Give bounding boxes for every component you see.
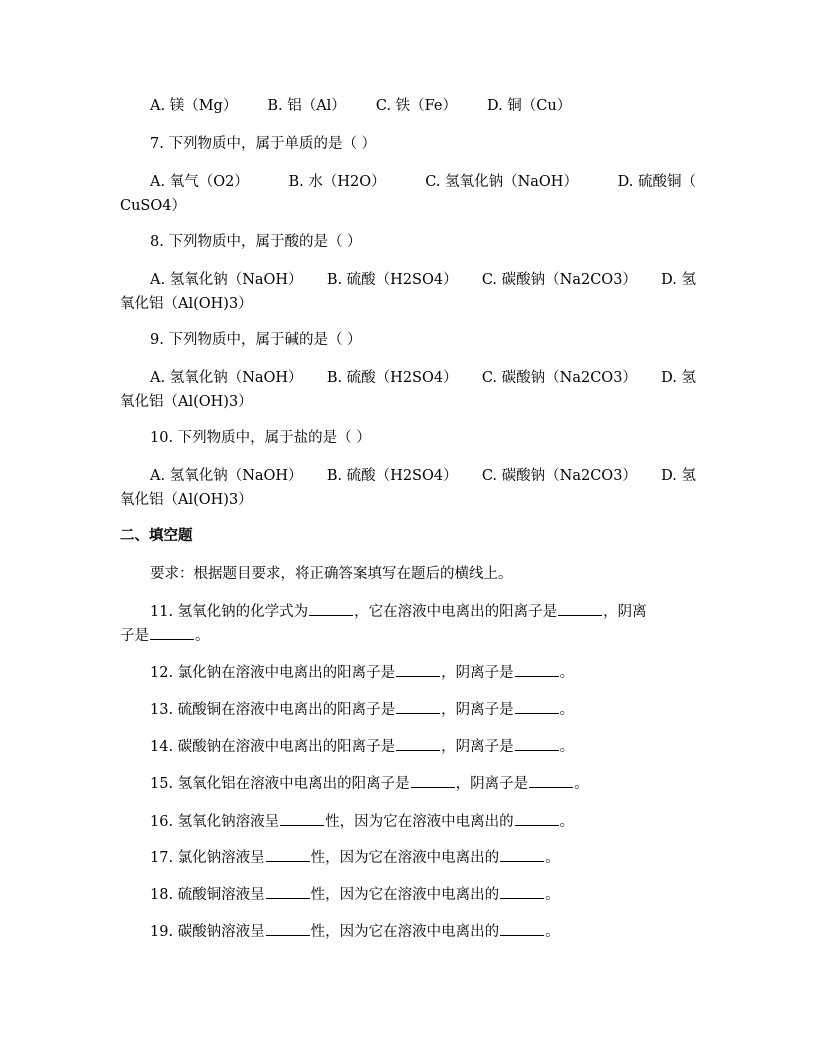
- q10-option-c: C. 碳酸钠（Na2CO3）: [481, 468, 637, 484]
- q10-option-b: B. 硫酸（H2SO4）: [326, 468, 458, 484]
- q8-option-a: A. 氢氧化钠（NaOH）: [150, 272, 303, 288]
- q16-text-b: 性，因为它在溶液中电离出的: [325, 814, 514, 830]
- q10-option-a: A. 氢氧化钠（NaOH）: [150, 468, 303, 484]
- answer-blank[interactable]: [529, 773, 573, 788]
- q15-text-b: ，阴离子是: [455, 776, 529, 792]
- q18-text-b: 性，因为它在溶液中电离出的: [310, 887, 500, 903]
- q8-stem: 8. 下列物质中，属于酸的是（ ）: [150, 234, 362, 250]
- q16-text-c: 。: [559, 814, 575, 830]
- q13-text-a: 13. 硫酸铜在溶液中电离出的阳离子是: [150, 702, 396, 718]
- answer-blank[interactable]: [396, 736, 440, 751]
- q17-text-c: 。: [545, 850, 560, 866]
- q13: [150, 698, 696, 722]
- answer-blank[interactable]: [500, 921, 544, 936]
- q9-option-b: B. 硫酸（H2SO4）: [326, 370, 458, 386]
- q19: [150, 920, 696, 944]
- q11-line2: [120, 624, 696, 648]
- q13-text-b: ，阴离子是: [441, 702, 514, 718]
- q14-text-c: 。: [559, 739, 575, 755]
- q15-text-c: 。: [574, 776, 589, 792]
- q10-option-d-wrap: 氧化铝（Al(OH)3）: [120, 492, 253, 508]
- q7-option-d-wrap: CuSO4）: [120, 198, 186, 214]
- answer-blank[interactable]: [515, 699, 559, 714]
- q17-text-a: 17. 氯化钠溶液呈: [150, 850, 265, 866]
- section-instruction: 要求：根据题目要求，将正确答案填写在题后的横线上。: [150, 566, 513, 582]
- q6-option-b: B. 铝（Al）: [267, 98, 346, 114]
- q9-option-a: A. 氢氧化钠（NaOH）: [150, 370, 303, 386]
- answer-blank[interactable]: [309, 601, 353, 616]
- q11-text-a: 11. 氢氧化钠的化学式为: [150, 604, 309, 620]
- answer-blank[interactable]: [515, 736, 559, 751]
- q19-text-a: 19. 碳酸钠溶液呈: [150, 924, 265, 940]
- q7-option-a: A. 氧气（O2）: [150, 174, 249, 190]
- answer-blank[interactable]: [500, 884, 544, 899]
- q15: [150, 772, 696, 796]
- section-heading: 二、填空题: [120, 528, 193, 544]
- q12-text-c: 。: [559, 665, 575, 681]
- q8-option-d: D. 氢: [661, 272, 696, 288]
- q18: [150, 883, 696, 907]
- answer-blank[interactable]: [266, 847, 310, 862]
- q17-text-b: 性，因为它在溶液中电离出的: [310, 850, 500, 866]
- answer-blank[interactable]: [515, 811, 559, 826]
- q11-line1: [150, 600, 696, 624]
- q6-option-d: D. 铜（Cu）: [486, 98, 572, 114]
- q8-option-b: B. 硫酸（H2SO4）: [326, 272, 458, 288]
- q7-options: [150, 170, 696, 194]
- answer-blank[interactable]: [280, 811, 324, 826]
- q11-text-e: 。: [195, 628, 210, 644]
- q18-text-c: 。: [545, 887, 560, 903]
- q7-option-d: D. 硫酸铜（: [617, 174, 696, 190]
- q12-text-b: ，阴离子是: [441, 665, 514, 681]
- q14-text-a: 14. 碳酸钠在溶液中电离出的阳离子是: [150, 739, 396, 755]
- q19-text-b: 性，因为它在溶液中电离出的: [310, 924, 500, 940]
- q8-option-d-wrap: 氧化铝（Al(OH)3）: [120, 296, 253, 312]
- q15-text-a: 15. 氢氧化铝在溶液中电离出的阳离子是: [150, 776, 410, 792]
- q8-option-c: C. 碳酸钠（Na2CO3）: [481, 272, 637, 288]
- q11-text-b: ，它在溶液中电离出的阳离子是: [354, 604, 558, 620]
- q9-options: [150, 366, 696, 390]
- answer-blank[interactable]: [515, 662, 559, 677]
- q16-text-a: 16. 氢氧化钠溶液呈: [150, 814, 280, 830]
- q9-option-d-wrap: 氧化铝（Al(OH)3）: [120, 394, 253, 410]
- answer-blank[interactable]: [266, 884, 310, 899]
- answer-blank[interactable]: [558, 601, 602, 616]
- answer-blank[interactable]: [411, 773, 455, 788]
- q12: [150, 661, 696, 685]
- q10-stem: 10. 下列物质中，属于盐的是（ ）: [150, 430, 371, 446]
- q7-option-b: B. 水（H2O）: [288, 174, 386, 190]
- q14: [150, 735, 696, 759]
- q7-stem: 7. 下列物质中，属于单质的是（ ）: [150, 136, 377, 152]
- answer-blank[interactable]: [150, 625, 194, 640]
- q8-options: [150, 268, 696, 292]
- q11-text-c: ，阴离: [603, 604, 647, 620]
- answer-blank[interactable]: [396, 662, 440, 677]
- q6-option-c: C. 铁（Fe）: [375, 98, 457, 114]
- q19-text-c: 。: [545, 924, 560, 940]
- q6-options: [150, 94, 696, 118]
- q16: [150, 810, 696, 834]
- q12-text-a: 12. 氯化钠在溶液中电离出的阳离子是: [150, 665, 396, 681]
- q9-option-d: D. 氢: [661, 370, 696, 386]
- q7-option-c: C. 氢氧化钠（NaOH）: [425, 174, 578, 190]
- q14-text-b: ，阴离子是: [441, 739, 514, 755]
- q18-text-a: 18. 硫酸铜溶液呈: [150, 887, 265, 903]
- answer-blank[interactable]: [396, 699, 440, 714]
- q9-option-c: C. 碳酸钠（Na2CO3）: [481, 370, 637, 386]
- q9-stem: 9. 下列物质中，属于碱的是（ ）: [150, 332, 362, 348]
- q13-text-c: 。: [559, 702, 575, 718]
- q6-option-a: A. 镁（Mg）: [150, 98, 238, 114]
- answer-blank[interactable]: [500, 847, 544, 862]
- q17: [150, 846, 696, 870]
- q10-option-d: D. 氢: [661, 468, 696, 484]
- answer-blank[interactable]: [266, 921, 310, 936]
- q11-text-d: 子是: [120, 628, 149, 644]
- q10-options: [150, 464, 696, 488]
